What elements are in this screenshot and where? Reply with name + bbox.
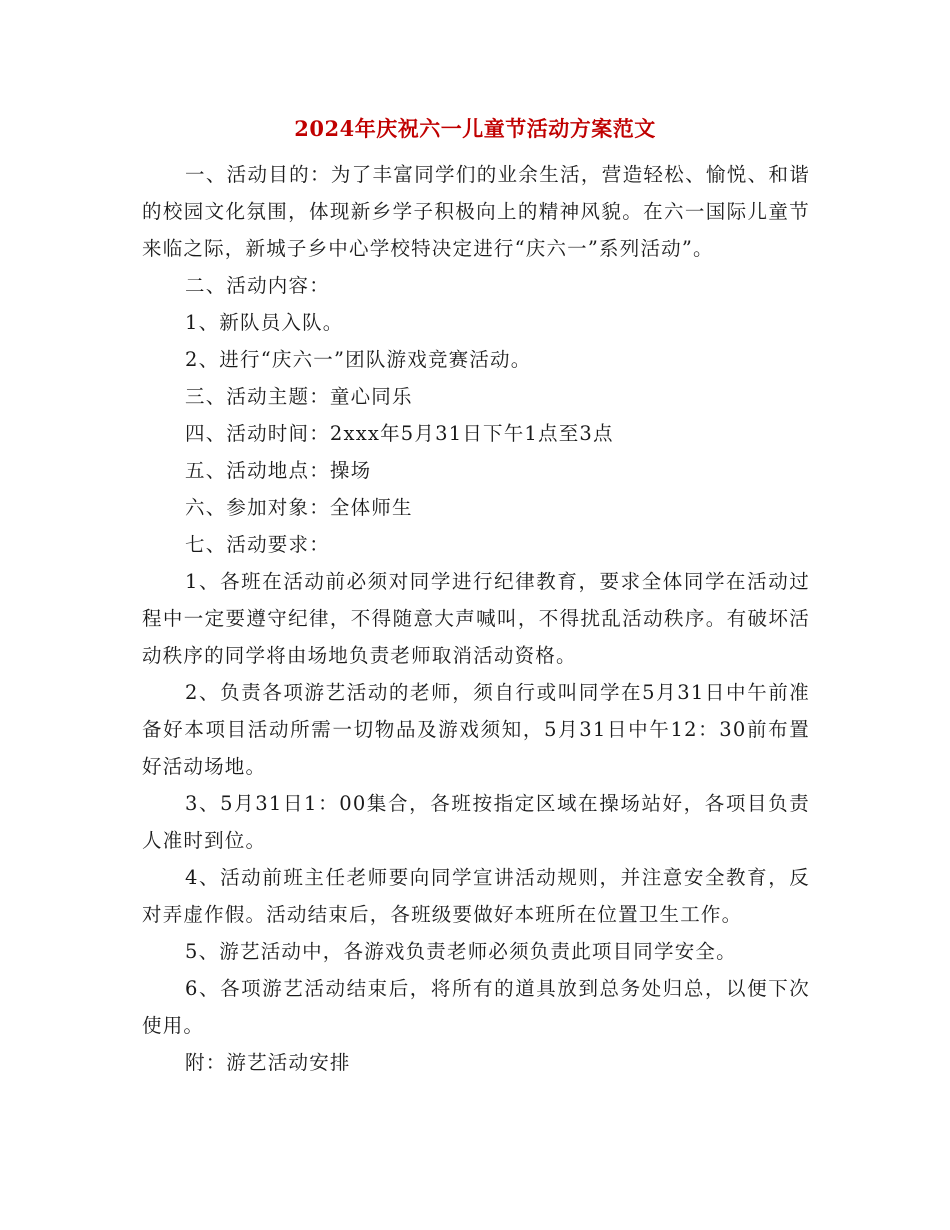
- paragraph-content-item-2: 2、进行“庆六一”团队游戏竞赛活动。: [185, 348, 532, 371]
- document-body: [142, 156, 810, 1081]
- paragraph-requirement-2: 2、负责各项游艺活动的老师，须自行或叫同学在5月31日中午前准备好本项目活动所需一切物品及游戏须知，5月31日中午12：30前布置好活动场地。: [142, 681, 810, 778]
- paragraph-content-heading: 二、活动内容：: [185, 274, 330, 297]
- paragraph-requirement-6: 6、各项游艺活动结束后，将所有的道具放到总务处归总，以便下次使用。: [142, 977, 810, 1037]
- paragraph-appendix: 附：游艺活动安排: [185, 1051, 351, 1074]
- paragraph-requirements-heading: 七、活动要求：: [185, 533, 330, 556]
- paragraph-theme: 三、活动主题：童心同乐: [185, 385, 413, 408]
- paragraph-participants: 六、参加对象：全体师生: [185, 496, 413, 519]
- paragraph-time: 四、活动时间：2xxx年5月31日下午1点至3点: [185, 422, 614, 445]
- paragraph-requirement-3: 3、5月31日1：00集合，各班按指定区域在操场站好，各项目负责人准时到位。: [142, 792, 810, 852]
- paragraph-location: 五、活动地点：操场: [185, 459, 372, 482]
- document-title: 2024年庆祝六一儿童节活动方案范文: [294, 116, 656, 141]
- paragraph-purpose: 一、活动目的：为了丰富同学们的业余生活，营造轻松、愉悦、和谐的校园文化氛围，体现新乡学子积极向上的精神风貌。在六一国际儿童节来临之际，新城子乡中心学校特决定进行“庆六一”系列活动”。: [142, 163, 810, 260]
- paragraph-content-item-1: 1、新队员入队。: [185, 311, 344, 334]
- paragraph-requirement-5: 5、游艺活动中，各游戏负责老师必须负责此项目同学安全。: [185, 940, 737, 963]
- paragraph-requirement-1: 1、各班在活动前必须对同学进行纪律教育，要求全体同学在活动过程中一定要遵守纪律，不得随意大声喊叫，不得扰乱活动秩序。有破坏活动秩序的同学将由场地负责老师取消活动资格。: [142, 570, 810, 667]
- paragraph-requirement-4: 4、活动前班主任老师要向同学宣讲活动规则，并注意安全教育，反对弄虚作假。活动结束后，各班级要做好本班所在位置卫生工作。: [142, 866, 810, 926]
